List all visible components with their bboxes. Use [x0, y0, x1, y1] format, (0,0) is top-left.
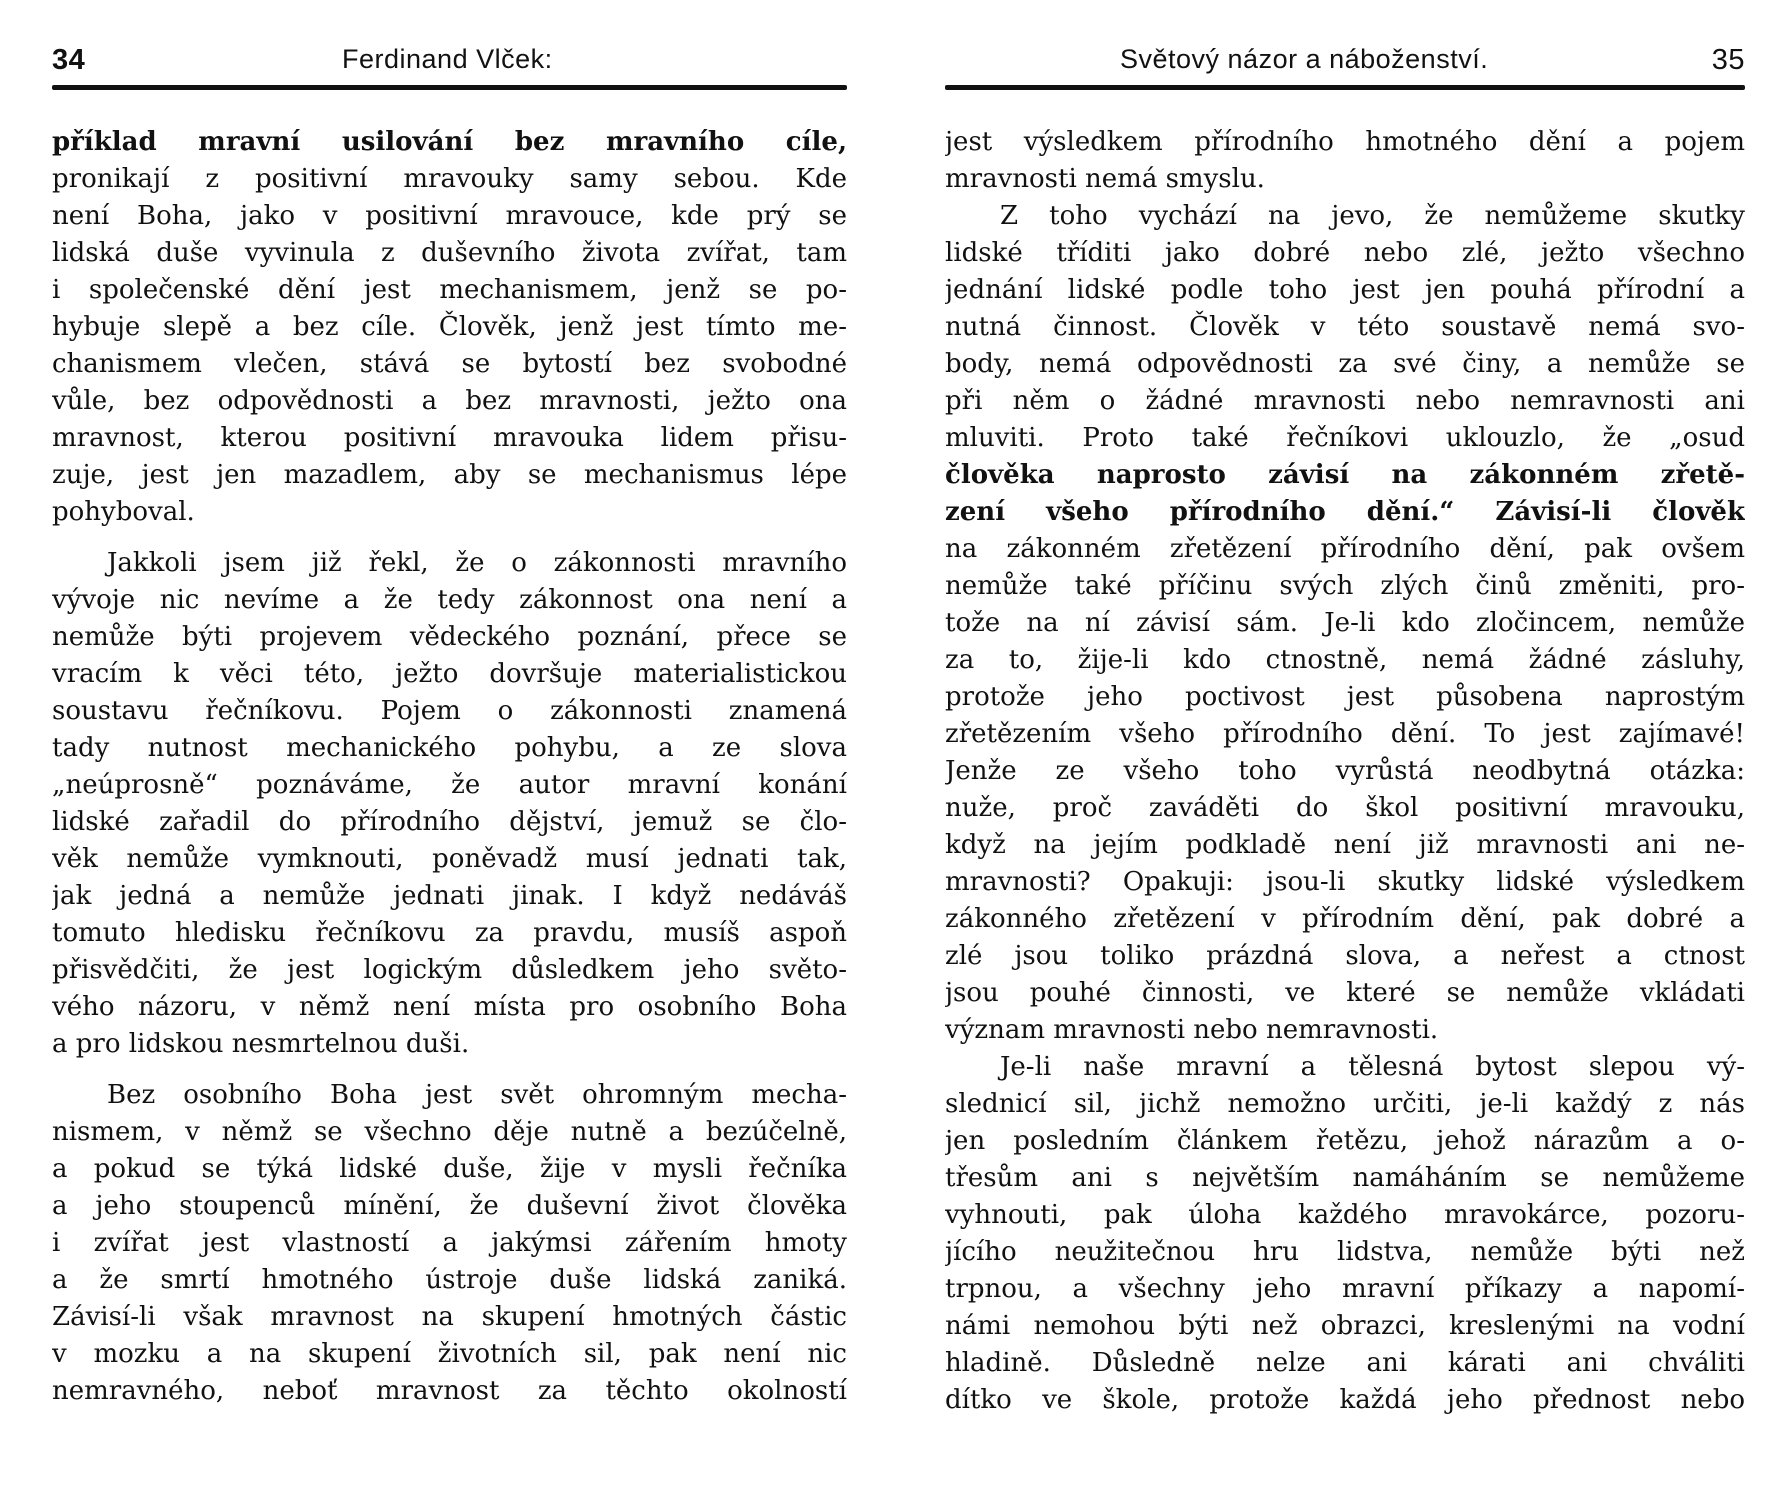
text-line: když na jejím podkladě není již mravnosti ani ne-: [945, 830, 1745, 860]
text-line: zřetězením všeho přírodního dění. To jest zajímavé!: [945, 719, 1745, 749]
text-line: Jenže ze všeho toho vyrůstá neodbytná otázka:: [945, 756, 1745, 786]
text-line: slednicí sil, jichž nemožno určiti, je-li každý z nás: [945, 1089, 1745, 1119]
text-line: Jakkoli jsem již řekl, že o zákonnosti mravního: [107, 548, 847, 578]
text-line: mluviti. Proto také řečníkovi uklouzlo, že „osud: [945, 423, 1745, 453]
text-line: nemůže býti projevem vědeckého poznání, přece se: [52, 622, 847, 652]
right-page-body: [945, 124, 1745, 1419]
paragraph: [945, 198, 1745, 1049]
text-line: Je-li naše mravní a tělesná bytost slepou vý-: [1000, 1052, 1745, 1082]
text-line: trpnou, a všechny jeho mravní příkazy a napomí-: [945, 1274, 1745, 1304]
paragraph: [52, 124, 847, 531]
left-page-header: [52, 44, 847, 80]
text-line-emphasis: [945, 457, 1745, 494]
text-line: body, nemá odpovědnosti za své činy, a nemůže se: [945, 349, 1745, 379]
text-line: hladině. Důsledně nelze ani kárati ani chváliti: [945, 1348, 1745, 1378]
text-line: příklad mravní usilování bez mravního cíle,: [52, 127, 847, 157]
text-line: vývoje nic nevíme a že tedy zákonnost ona není a: [52, 585, 847, 615]
text-line: třesům ani s největším namáháním se nemůžeme: [945, 1163, 1745, 1193]
text-line: i zvířat jest vlastností a jakýmsi zářením hmoty: [52, 1228, 847, 1258]
text-line: člověka naprosto závisí na zákonném zřetě-: [945, 460, 1745, 490]
text-line: mravnost, kterou positivní mravouka lidem přisu-: [52, 423, 847, 453]
text-line: dítko ve škole, protože každá jeho přednost nebo: [945, 1385, 1745, 1415]
text-line: nemravného, neboť mravnost za těchto okolností: [52, 1376, 847, 1406]
text-line: nuže, proč zaváděti do škol positivní mravouku,: [945, 793, 1745, 823]
text-line: nutná činnost. Člověk v této soustavě nemá svo-: [945, 312, 1745, 342]
text-line: a jeho stoupenců mínění, že duševní život člověka: [52, 1191, 847, 1221]
text-line: a pro lidskou nesmrtelnou duši.: [52, 1029, 470, 1059]
right-page-header: [945, 44, 1745, 80]
text-line-emphasis: [945, 494, 1745, 531]
text-line: vého názoru, v němž není místa pro osobního Boha: [52, 992, 847, 1022]
text-line: nismem, v němž se všechno děje nutně a bezúčelně,: [52, 1117, 847, 1147]
text-line: zlé jsou toliko prázdná slova, a neřest a ctnost: [945, 941, 1745, 971]
text-line: námi nemohou býti než obrazci, kreslenými na vodní: [945, 1311, 1745, 1341]
text-line: protože jeho poctivost jest působena naprostým: [945, 682, 1745, 712]
text-line: jsou pouhé činnosti, ve které se nemůže vkládati: [945, 978, 1745, 1008]
text-line: hybuje slepě a bez cíle. Člověk, jenž jest tímto me-: [52, 312, 847, 342]
text-line: pronikají z positivní mravouky samy sebou. Kde: [52, 164, 847, 194]
text-line: jen posledním článkem řetězu, jehož nárazům a o-: [945, 1126, 1745, 1156]
text-line: tomuto hledisku řečníkovu za pravdu, musíš aspoň: [52, 918, 847, 948]
running-title: Světový názor a náboženství.: [1120, 44, 1489, 74]
text-line: zení všeho přírodního dění.“ Závisí-li člověk: [945, 497, 1745, 527]
left-page: [52, 0, 847, 1500]
text-line: lidské zařadil do přírodního dějství, jemuž se člo-: [52, 807, 847, 837]
text-line: i společenské dění jest mechanismem, jenž se po-: [52, 275, 847, 305]
text-line: Závisí-li však mravnost na skupení hmotných částic: [52, 1302, 847, 1332]
text-line: soustavu řečníkovu. Pojem o zákonnosti znamená: [52, 696, 847, 726]
paragraph: [945, 1049, 1745, 1419]
text-line: mravnosti nemá smyslu.: [945, 164, 1265, 194]
text-line: jednání lidské podle toho jest jen pouhá přírodní a: [945, 275, 1745, 305]
right-page: [945, 0, 1745, 1500]
text-line: význam mravnosti nebo nemravnosti.: [945, 1015, 1439, 1045]
paragraph: [945, 124, 1745, 198]
text-line: chanismem vlečen, stává se bytostí bez svobodné: [52, 349, 847, 379]
text-line: Z toho vychází na jevo, že nemůžeme skutky: [1000, 201, 1745, 231]
paragraph: [52, 1077, 847, 1410]
text-line: a pokud se týká lidské duše, žije v mysli řečníka: [52, 1154, 847, 1184]
text-line: lidské tříditi jako dobré nebo zlé, ježto všechno: [945, 238, 1745, 268]
text-line: zákonného zřetězení v přírodním dění, pak dobré a: [945, 904, 1745, 934]
text-line: „neúprosně“ poznáváme, že autor mravní konání: [52, 770, 847, 800]
text-line: jest výsledkem přírodního hmotného dění a pojem: [945, 127, 1745, 157]
text-line: nemůže také příčinu svých zlých činů změniti, pro-: [945, 571, 1745, 601]
text-line: mravnosti? Opakuji: jsou-li skutky lidské výsledkem: [945, 867, 1745, 897]
text-line: za to, žije-li kdo ctnostně, nemá žádné zásluhy,: [945, 645, 1745, 675]
page-number: 34: [52, 44, 86, 76]
text-line: jícího neužitečnou hru lidstva, nemůže býti než: [945, 1237, 1745, 1267]
text-line: Bez osobního Boha jest svět ohromným mecha-: [107, 1080, 847, 1110]
text-line: v mozku a na skupení životních sil, pak není nic: [52, 1339, 847, 1369]
text-line: na zákonném zřetězení přírodního dění, pak ovšem: [945, 534, 1745, 564]
text-line: vyhnouti, pak úloha každého mravokárce, pozoru-: [945, 1200, 1745, 1230]
text-line: věk nemůže vymknouti, poněvadž musí jednati tak,: [52, 844, 847, 874]
header-rule: [52, 85, 847, 90]
text-line: a že smrtí hmotného ústroje duše lidská zaniká.: [52, 1265, 847, 1295]
left-page-body: [52, 124, 847, 1410]
text-line: jak jedná a nemůže jednati jinak. I když nedáváš: [52, 881, 847, 911]
text-line: přisvědčiti, že jest logickým důsledkem jeho světo-: [52, 955, 847, 985]
text-line: lidská duše vyvinula z duševního života zvířat, tam: [52, 238, 847, 268]
text-line: vůle, bez odpovědnosti a bez mravnosti, ježto ona: [52, 386, 847, 416]
text-line: není Boha, jako v positivní mravouce, kde prý se: [52, 201, 847, 231]
text-line: vracím k věci této, ježto dovršuje materialistickou: [52, 659, 847, 689]
page-number: 35: [1711, 44, 1745, 76]
text-line: pohyboval.: [52, 497, 195, 527]
paragraph: [52, 545, 847, 1063]
text-line: tože na ní závisí sám. Je-li kdo zločincem, nemůže: [945, 608, 1745, 638]
text-line: tady nutnost mechanického pohybu, a ze slova: [52, 733, 847, 763]
running-title: Ferdinand Vlček:: [342, 44, 553, 74]
text-line: zuje, jest jen mazadlem, aby se mechanismus lépe: [52, 460, 847, 490]
header-rule: [945, 85, 1745, 90]
text-line: při něm o žádné mravnosti nebo nemravnosti ani: [945, 386, 1745, 416]
